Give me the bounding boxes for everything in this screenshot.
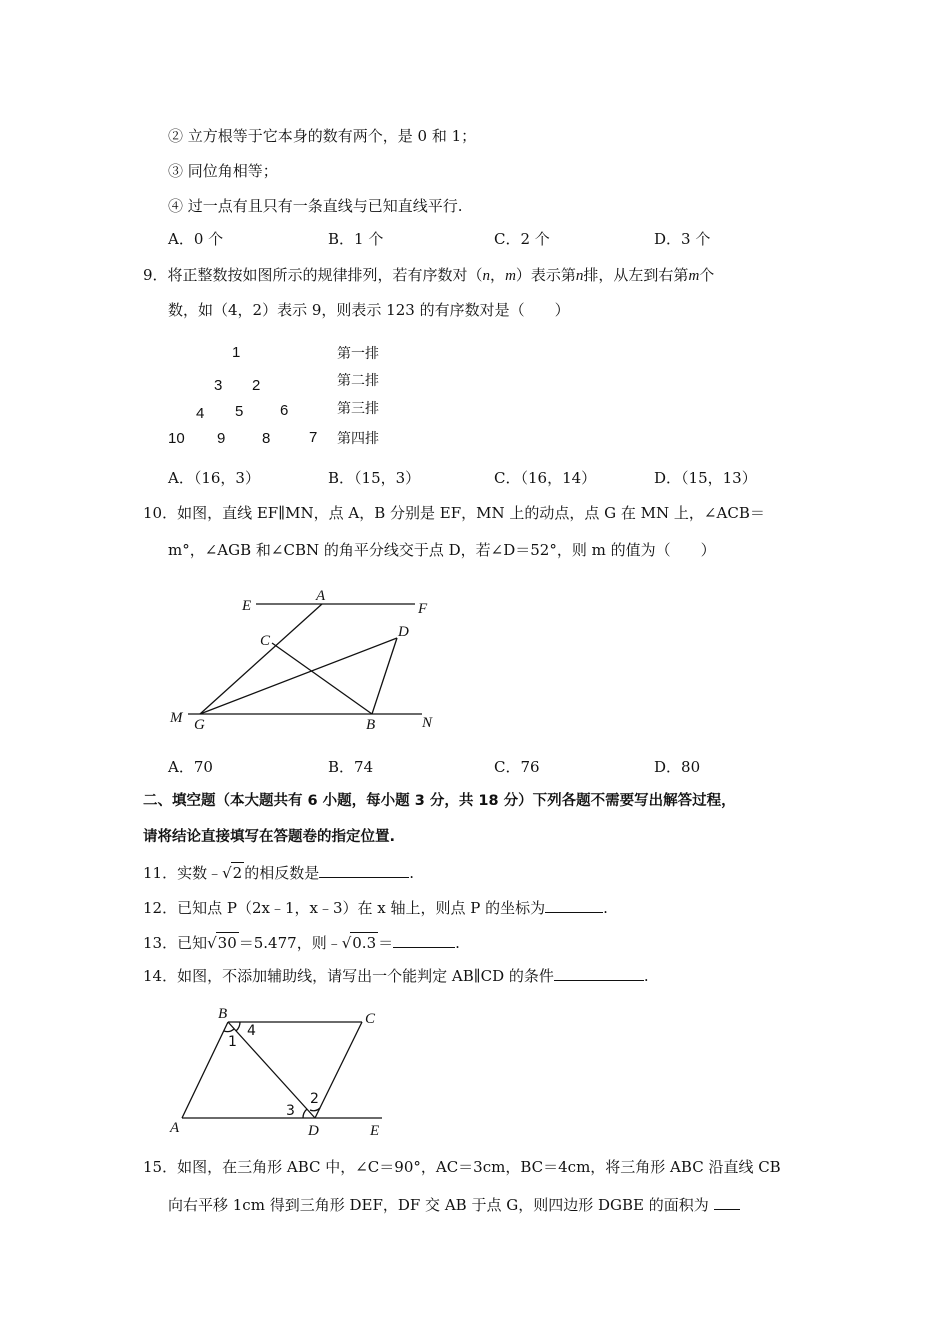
q9-fig-row-label: 第四排 xyxy=(337,431,379,447)
q10-stem-line2: m°，∠AGB 和∠CBN 的角平分线交于点 D，若∠D＝52°，则 m 的值为（ ） xyxy=(168,541,716,559)
segment-bd xyxy=(372,638,397,714)
q15-answer-blank[interactable] xyxy=(714,1195,740,1210)
q13-answer-blank[interactable] xyxy=(393,933,455,948)
q14-stem: 14．如图，不添加辅助线，请写出一个能判定 AB∥CD 的条件 . xyxy=(143,967,649,985)
label-e: E xyxy=(370,1123,380,1139)
label-d: D xyxy=(308,1123,319,1139)
label-d: D xyxy=(398,624,409,640)
q9-fig-num: 2 xyxy=(252,377,261,394)
q12-answer-blank[interactable] xyxy=(545,898,603,913)
q9-fig-num: 8 xyxy=(262,430,271,447)
q8-statement-4: ④ 过一点有且只有一条直线与已知直线平行. xyxy=(168,197,463,215)
segment-bd xyxy=(228,1022,315,1118)
q9-fig-num: 3 xyxy=(214,377,223,394)
angle-label-1: 1 xyxy=(228,1034,237,1050)
q9-stem-line1: 9．将正整数按如图所示的规律排列，若有序数对（n，m）表示第n排，从左到右第m个 xyxy=(143,266,715,284)
q9-fig-row-label: 第二排 xyxy=(337,373,379,389)
segment-ab xyxy=(182,1022,228,1118)
q9-option-a: A．（16，3） xyxy=(168,469,260,487)
q15-stem-line2: 向右平移 1cm 得到三角形 DEF，DF 交 AB 于点 G，则四边形 DGBE 的面积为 xyxy=(168,1195,740,1215)
label-a: A xyxy=(170,1120,180,1136)
q10-stem-line1: 10．如图，直线 EF∥MN，点 A，B 分别是 EF，MN 上的动点，点 G 在 MN 上，∠ACB＝ xyxy=(143,504,765,522)
q8-option-a: A．0 个 xyxy=(168,230,224,248)
label-a: A xyxy=(316,588,326,604)
q9-fig-row-label: 第一排 xyxy=(337,346,379,362)
q8-statement-3: ③ 同位角相等； xyxy=(168,162,278,180)
label-c: C xyxy=(365,1011,376,1027)
q9-fig-num: 1 xyxy=(232,344,241,361)
angle-label-2: 2 xyxy=(310,1091,319,1107)
q8-option-c: C．2 个 xyxy=(494,230,550,248)
angle-label-4: 4 xyxy=(247,1023,256,1039)
q9-option-c: C．（16，14） xyxy=(494,469,597,487)
q15-stem-line1: 15．如图，在三角形 ABC 中，∠C＝90°，AC＝3cm，BC＝4cm，将三角形 ABC 沿直线 CB xyxy=(143,1158,781,1176)
segment-dc xyxy=(315,1022,362,1118)
q9-stem-line2: 数，如（4，2）表示 9，则表示 123 的有序数对是（ ） xyxy=(168,301,570,319)
angle-arc-3 xyxy=(303,1109,307,1118)
q9-fig-num: 10 xyxy=(168,430,185,447)
q9-fig-num: 6 xyxy=(280,402,289,419)
section-2-heading-line2: 请将结论直接填写在答题卷的指定位置. xyxy=(143,829,396,845)
q13-stem: 13．已知√30 ＝5.477，则﹣√0.3 ＝ . xyxy=(143,934,460,952)
q8-option-d: D．3 个 xyxy=(654,230,711,248)
q12-stem: 12．已知点 P（2x﹣1，x﹣3）在 x 轴上，则点 P 的坐标为 . xyxy=(143,899,608,917)
q9-fig-num: 7 xyxy=(309,429,318,446)
q9-fig-row-label: 第三排 xyxy=(337,401,379,417)
section-2-heading-line1: 二、填空题（本大题共有 6 小题，每小题 3 分，共 18 分）下列各题不需要写出解答过程， xyxy=(143,793,736,809)
q11-stem: 11．实数﹣√2 的相反数是 . xyxy=(143,864,414,882)
q9-fig-num: 5 xyxy=(235,403,244,420)
q11-answer-blank[interactable] xyxy=(319,863,409,878)
angle-arc-4 xyxy=(236,1022,240,1031)
q9-fig-num: 9 xyxy=(217,430,226,447)
label-e: E xyxy=(242,598,252,614)
q9-number-triangle-figure xyxy=(160,340,420,455)
label-g: G xyxy=(194,717,205,733)
q10-option-b: B．74 xyxy=(328,758,374,776)
q9-option-b: B．（15，3） xyxy=(328,469,421,487)
q8-statement-2: ② 立方根等于它本身的数有两个，是 0 和 1； xyxy=(168,127,477,145)
segment-gd xyxy=(200,638,397,714)
label-c: C xyxy=(260,633,271,649)
label-f: F xyxy=(418,601,428,617)
q14-parallelogram-figure xyxy=(160,1000,400,1145)
label-m: M xyxy=(170,710,183,726)
q11-radicand: 2 xyxy=(232,864,243,882)
label-n: N xyxy=(422,715,433,731)
q9-option-d: D．（15，13） xyxy=(654,469,757,487)
q13-radicand-2: 0.3 xyxy=(352,934,377,952)
q10-option-a: A．70 xyxy=(168,758,213,776)
q8-option-b: B．1 个 xyxy=(328,230,384,248)
q13-radicand-1: 30 xyxy=(217,934,237,952)
q10-parallel-lines-figure xyxy=(160,580,450,740)
q10-option-c: C．76 xyxy=(494,758,540,776)
q10-option-d: D．80 xyxy=(654,758,701,776)
q9-fig-num: 4 xyxy=(196,405,205,422)
q14-answer-blank[interactable] xyxy=(554,966,644,981)
angle-label-3: 3 xyxy=(286,1103,295,1119)
angle-arc-1 xyxy=(224,1029,234,1032)
label-b: B xyxy=(366,717,376,733)
label-b: B xyxy=(218,1006,228,1022)
segment-ga xyxy=(200,604,322,714)
